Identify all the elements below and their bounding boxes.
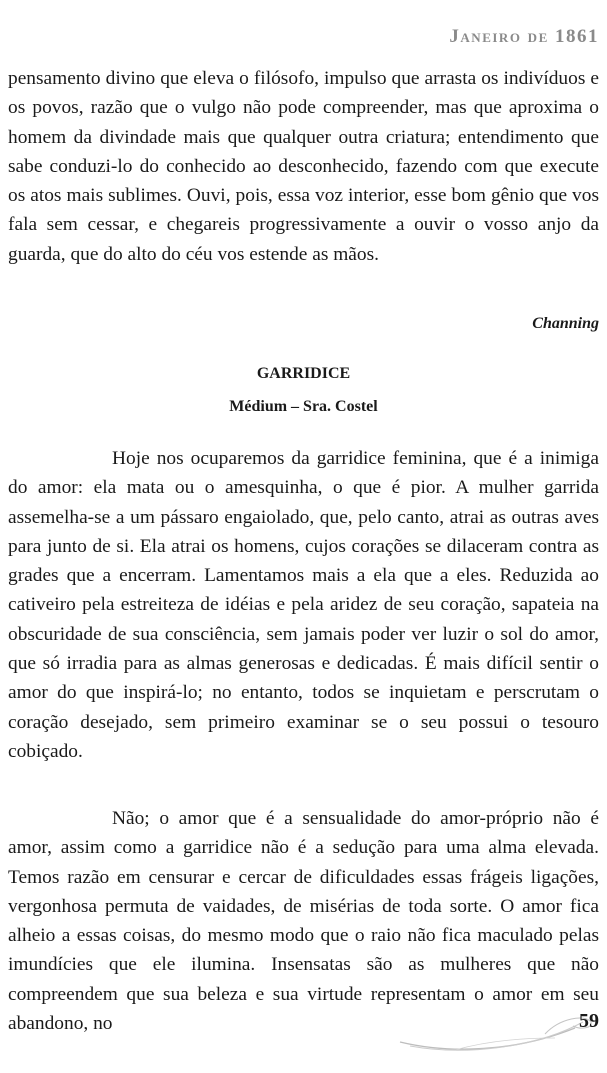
- signature: Channing: [532, 315, 599, 332]
- section-title: GARRIDICE: [256, 365, 351, 382]
- paragraph-body: Não; o amor que é a sensualidade do amor-próprio não é amor, assim como a garridice não é a sedução para uma alma elevada. Temos razão em censurar e cercar de dificuldades essas frágeis ligações, vergonhosa permuta de vaidades, de misérias de toda sorte. O amor fica alheio a essas coisas, do mesmo modo que o raio não fica maculado pelas imundícies que ele ilumina. Insensatas são as mulheres que não compreendem que sua beleza e sua virtude representam o amor em seu abandono, no: [8, 808, 599, 1035]
- page-number: 59: [579, 1010, 599, 1032]
- section-subtitle: Médium – Sra. Costel: [229, 398, 378, 415]
- paragraph-continuation: pensamento divino que eleva o filósofo, impulso que arrasta os indivíduos e os povos, razão que o vulgo não pode compreender, mas que aproxima o homem da divindade mais que qualquer outra criatura; entendimento que sabe conduzi-lo do conhecido ao desconhecido, fazendo com que execute os atos mais sublimes. Ouvi, pois, essa voz interior, esse bom gênio que vos fala sem cessar, e chegareis progressivamente a ouvir o vosso anjo da guarda, que do alto do céu vos estende as mãos.: [8, 68, 599, 265]
- footer-flourish-ornament: [395, 1008, 595, 1058]
- running-header: Janeiro de 1861: [449, 26, 599, 47]
- paragraph-body: Hoje nos ocuparemos da garridice feminina, que é a inimiga do amor: ela mata ou o amesquinha, o que é pior. A mulher garrida assemelha-se a um pássaro engaiolado, que, pelo canto, atrai as outras aves para junto de si. Ela atrai os homens, cujos corações se dilaceram contra as grades que a encerram. Lamentamos mais a ela que a eles. Reduzida ao cativeiro pela estreiteza de idéias e pela aridez de seu coração, sapateia na obscuridade de sua consciência, sem jamais poder ver luzir o sol do amor, que só irradia para as almas generosas e dedicadas. É mais difícil sentir o amor do que inspirá-lo; no entanto, todos se inquietam e perscrutam o coração desejado, sem primeiro examinar se o seu possui o tesouro cobiçado.: [8, 448, 599, 762]
